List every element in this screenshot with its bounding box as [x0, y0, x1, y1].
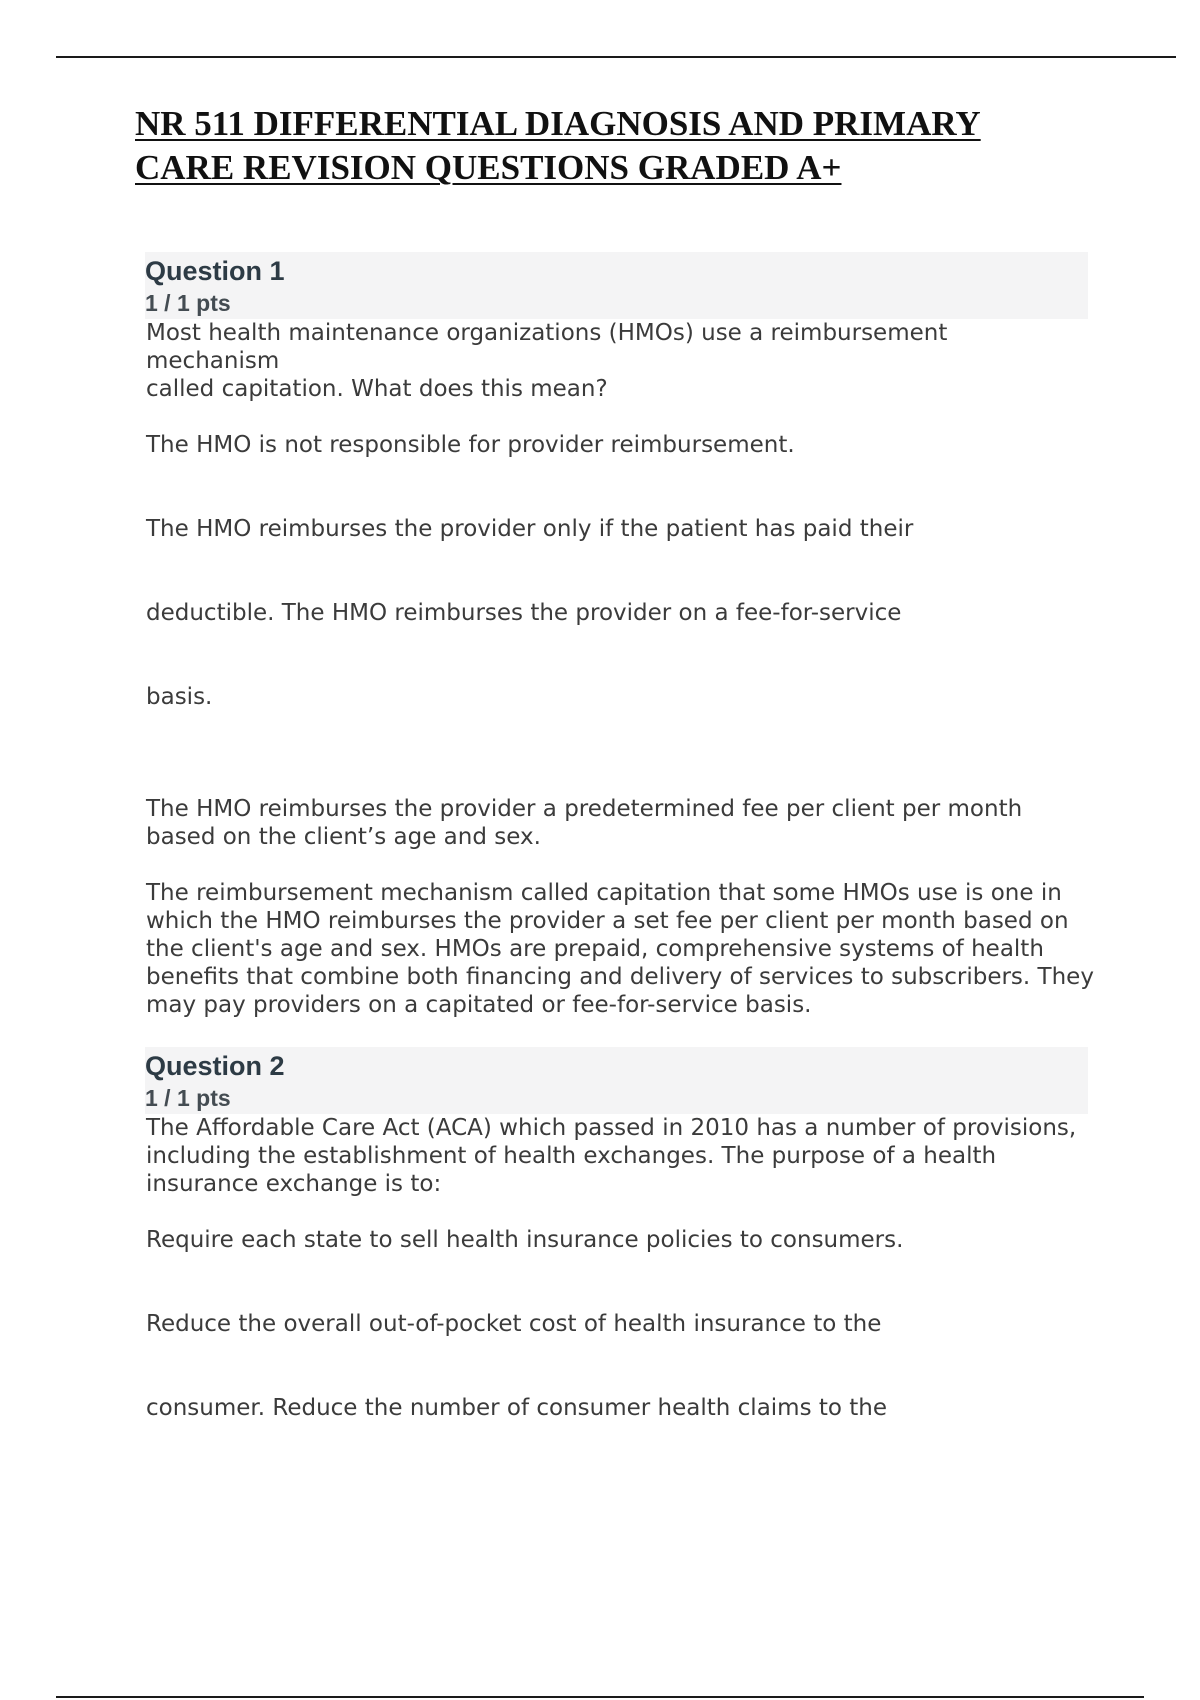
question-2-header [145, 1047, 1088, 1114]
answer-line: consumer. Reduce the number of consumer health claims to the [146, 1395, 888, 1421]
answer-line: The HMO is not responsible for provider reimbursement. [146, 432, 795, 458]
question-stem-line-2: mechanism [146, 348, 280, 374]
answer-line: Require each state to sell health insurance policies to consumers. [146, 1227, 904, 1253]
question-stem [146, 319, 1096, 403]
answer-line: basis. [146, 684, 213, 710]
document-title [135, 102, 1095, 190]
question-stem-line-1: Most health maintenance organizations (HMOs) use a reimbursement [146, 320, 948, 346]
document-title-line-2: CARE REVISION QUESTIONS GRADED A+ [135, 148, 842, 187]
answer-line: deductible. The HMO reimburses the provider on a fee-for-service [146, 600, 902, 626]
answer-explanation: The reimbursement mechanism called capitation that some HMOs use is one in which the HMO reimburses the provider a set fee per client per month based on the client's age and sex. HMOs are prepaid, comprehensive systems of health benefits that combine both financing and delivery of services to subscribers. They may pay providers on a capitated or fee-for-service basis. [146, 880, 1094, 1018]
question-stem: The Affordable Care Act (ACA) which passed in 2010 has a number of provisions, including the establishment of health exchanges. The purpose of a health insurance exchange is to: [146, 1115, 1077, 1197]
question-content [146, 252, 1096, 1422]
question-points: 1 / 1 pts [145, 1085, 231, 1111]
answer-line: The HMO reimburses the provider only if the patient has paid their [146, 516, 914, 542]
question-stem-line-3: called capitation. What does this mean? [146, 376, 608, 402]
question-title: Question 1 [145, 256, 285, 286]
question-points: 1 / 1 pts [145, 290, 231, 316]
question-2 [146, 1047, 1096, 1422]
answer-line: Reduce the overall out-of-pocket cost of health insurance to the [146, 1311, 882, 1337]
document-title-line-1: NR 511 DIFFERENTIAL DIAGNOSIS AND PRIMARY [135, 104, 981, 143]
question-1 [146, 252, 1096, 1019]
top-rule [56, 56, 1176, 58]
answer-line: The HMO reimburses the provider a predetermined fee per client per month based on the client’s age and sex. [146, 796, 1023, 850]
question-title: Question 2 [145, 1051, 285, 1081]
question-1-header [145, 252, 1088, 319]
bottom-rule [56, 1696, 1144, 1698]
